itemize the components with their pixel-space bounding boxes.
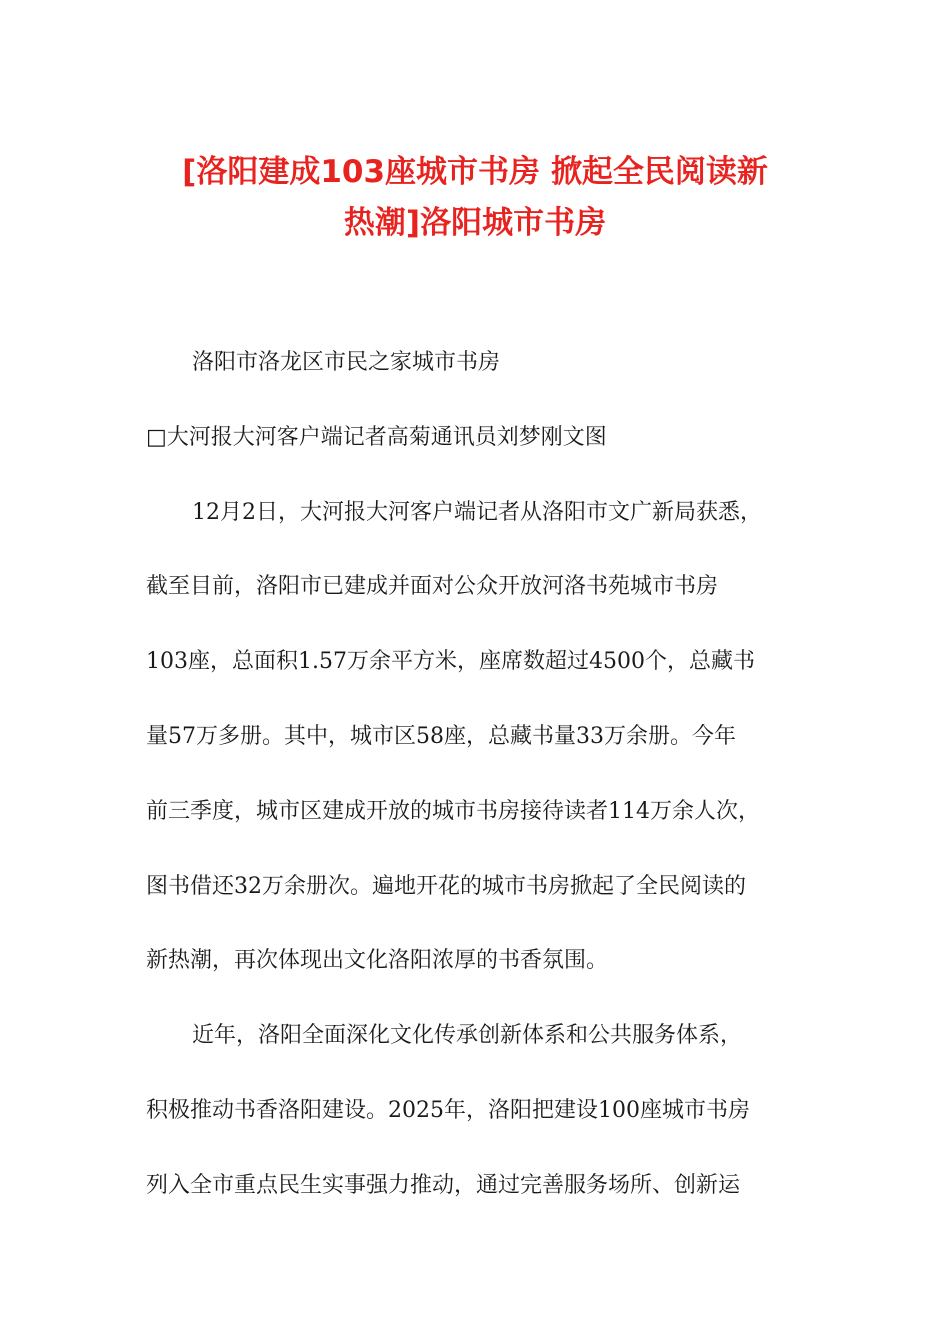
caption-text: 洛阳市洛龙区市民之家城市书房 [192, 350, 501, 375]
paragraph-byline [146, 401, 810, 476]
paragraph-line: 新热潮，再次体现出文化洛阳浓厚的书香氛围。 [146, 948, 609, 974]
paragraph-line: 前三季度，城市区建成开放的城市书房接待读者114万余人次， [146, 798, 760, 824]
paragraph-second [146, 999, 810, 1223]
paragraph-line: 12月2日，大河报大河客户端记者从洛阳市文广新局获悉， [192, 499, 762, 525]
article-body [146, 326, 810, 1224]
article-title [130, 147, 820, 249]
paragraph-line: 量57万多册。其中，城市区58座，总藏书量33万余册。今年 [146, 723, 736, 749]
title-line-1: [洛阳建成103座城市书房 掀起全民阅读新 [182, 154, 768, 190]
paragraph-line: 截至目前，洛阳市已建成并面对公众开放河洛书苑城市书房 [146, 574, 719, 600]
paragraph-line: 近年，洛阳全面深化文化传承创新体系和公共服务体系， [192, 1023, 743, 1049]
paragraph-main [146, 476, 810, 1000]
title-line-2: 热潮]洛阳城市书房 [343, 205, 607, 241]
paragraph-caption [146, 326, 810, 401]
paragraph-line: 图书借还32万余册次。遍地开花的城市书房掀起了全民阅读的 [146, 873, 746, 899]
byline-text: □大河报大河客户端记者高菊通讯员刘梦刚文图 [146, 424, 607, 450]
paragraph-line: 列入全市重点民生实事强力推动，通过完善服务场所、创新运 [146, 1172, 741, 1198]
paragraph-line: 积极推动书香洛阳建设。2025年，洛阳把建设100座城市书房 [146, 1097, 750, 1123]
paragraph-line: 103座，总面积1.57万余平方米，座席数超过4500个，总藏书 [146, 649, 755, 675]
